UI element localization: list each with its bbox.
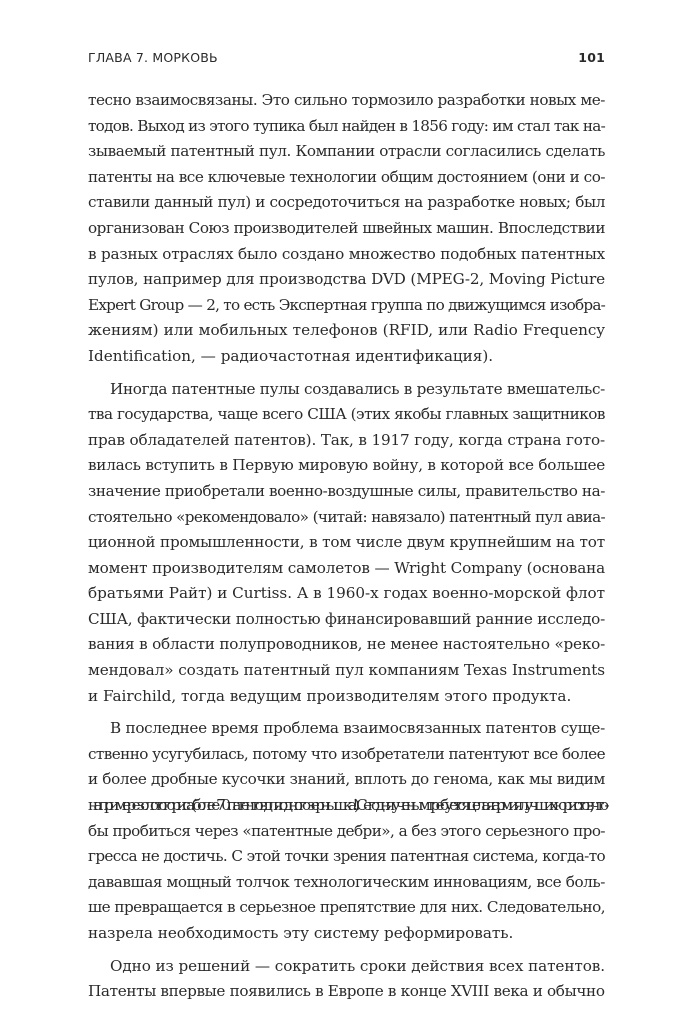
paragraph bbox=[88, 88, 605, 370]
text-line: Патенты впервые появились в Европе в конце XVIII века и обычно bbox=[88, 982, 605, 1001]
text-line: тодов. Выход из этого тупика был найден в 1856 году: им стал так на- bbox=[88, 116, 605, 135]
text-line: мендовал» создать патентный пул компаниям Texas Instruments bbox=[88, 661, 605, 680]
text-line: и более дробные кусочки знаний, вплоть до генома, как мы видим bbox=[88, 770, 605, 789]
text-line: тва государства, чаще всего США (этих якобы главных защитников bbox=[88, 405, 605, 424]
text-line: назрела необходимость эту систему реформировать. bbox=[88, 924, 514, 942]
page-number: 101 bbox=[578, 50, 605, 65]
text-line: Одно из решений — сократить сроки действия всех патентов. bbox=[110, 956, 605, 975]
running-header bbox=[88, 50, 605, 70]
text-line: тесно взаимосвязаны. Это сильно тормозило разработки новых ме- bbox=[88, 91, 605, 109]
paragraph bbox=[88, 716, 605, 946]
text-line: вания в области полупроводников, не менее настоятельно «реко- bbox=[88, 635, 605, 654]
chapter-title: ГЛАВА 7. МОРКОВЬ bbox=[88, 50, 218, 65]
paragraph bbox=[88, 954, 605, 1005]
text-line: гресса не достичь. С этой точки зрения патентная система, когда-то bbox=[88, 847, 605, 866]
body-text bbox=[88, 88, 605, 1012]
text-line: ционной промышленности, в том числе двум крупнейшим на тот bbox=[88, 533, 605, 552]
text-line: В последнее время проблема взаимосвязанных патентов суще- bbox=[110, 719, 605, 738]
text-line: пулов, например для производства DVD (MPEG-2, Moving Picture bbox=[88, 270, 605, 289]
text-line: в разных отраслях было создано множество подобных патентных bbox=[88, 244, 605, 263]
text-line: стоятельно «рекомендовало» (читай: навязало) патентный пул авиа- bbox=[88, 507, 605, 526]
text-line: организован Союз производителей швейных машин. Впоследствии bbox=[88, 218, 605, 237]
text-line: Identification, — радиочастотная идентификация). bbox=[88, 346, 494, 365]
text-line: братьями Райт) и Curtiss. А в 1960-х годах военно-морской флот bbox=[88, 584, 605, 603]
paragraph bbox=[88, 377, 605, 710]
text-line: дававшая мощный толчок технологическим инновациям, все боль- bbox=[88, 872, 605, 891]
text-line: и Fairchild, тогда ведущим производителям этого продукта. bbox=[88, 686, 572, 705]
text-line: патенты на все ключевые технологии общим достоянием (они и со- bbox=[88, 167, 605, 186]
text-line: ставили данный пул) и сосредоточиться на разработке новых; был bbox=[88, 193, 605, 212]
text-line: Expert Group — 2, то есть Экспертная группа по движущимся изобра- bbox=[88, 295, 605, 314]
text-line: жениям) или мобильных телефонов (RFID, или Radio Frequency bbox=[88, 321, 605, 340]
text-line: Иногда патентные пулы создавались в результате вмешательс- bbox=[110, 379, 605, 398]
text-line: вилась вступить в Первую мировую войну, в которой все большее bbox=[88, 456, 605, 475]
text-line: зываемый патентный пул. Компании отрасли согласились сделать bbox=[88, 142, 605, 161]
text-line: ше превращается в серьезное препятствие для них. Следовательно, bbox=[88, 898, 605, 917]
text-line: США, фактически полностью финансировавший ранние исследо- bbox=[88, 609, 605, 628]
text-line: на примере золотого риса (более 70 патентов для одного зернышка!). Сегодня ученым требуется целая армия лучших юристов, что- bbox=[88, 796, 605, 815]
text-line: ственно усугубилась, потому что изобретатели патентуют все более bbox=[88, 744, 605, 763]
text-line: значение приобретали военно-воздушные силы, правительство на- bbox=[88, 481, 605, 500]
text-line: бы пробиться через «патентные дебри», а без этого серьезного про- bbox=[88, 821, 605, 840]
text-line: прав обладателей патентов). Так, в 1917 году, когда страна гото- bbox=[88, 430, 605, 449]
text-line: момент производителям самолетов — Wright Company (основана bbox=[88, 558, 605, 577]
